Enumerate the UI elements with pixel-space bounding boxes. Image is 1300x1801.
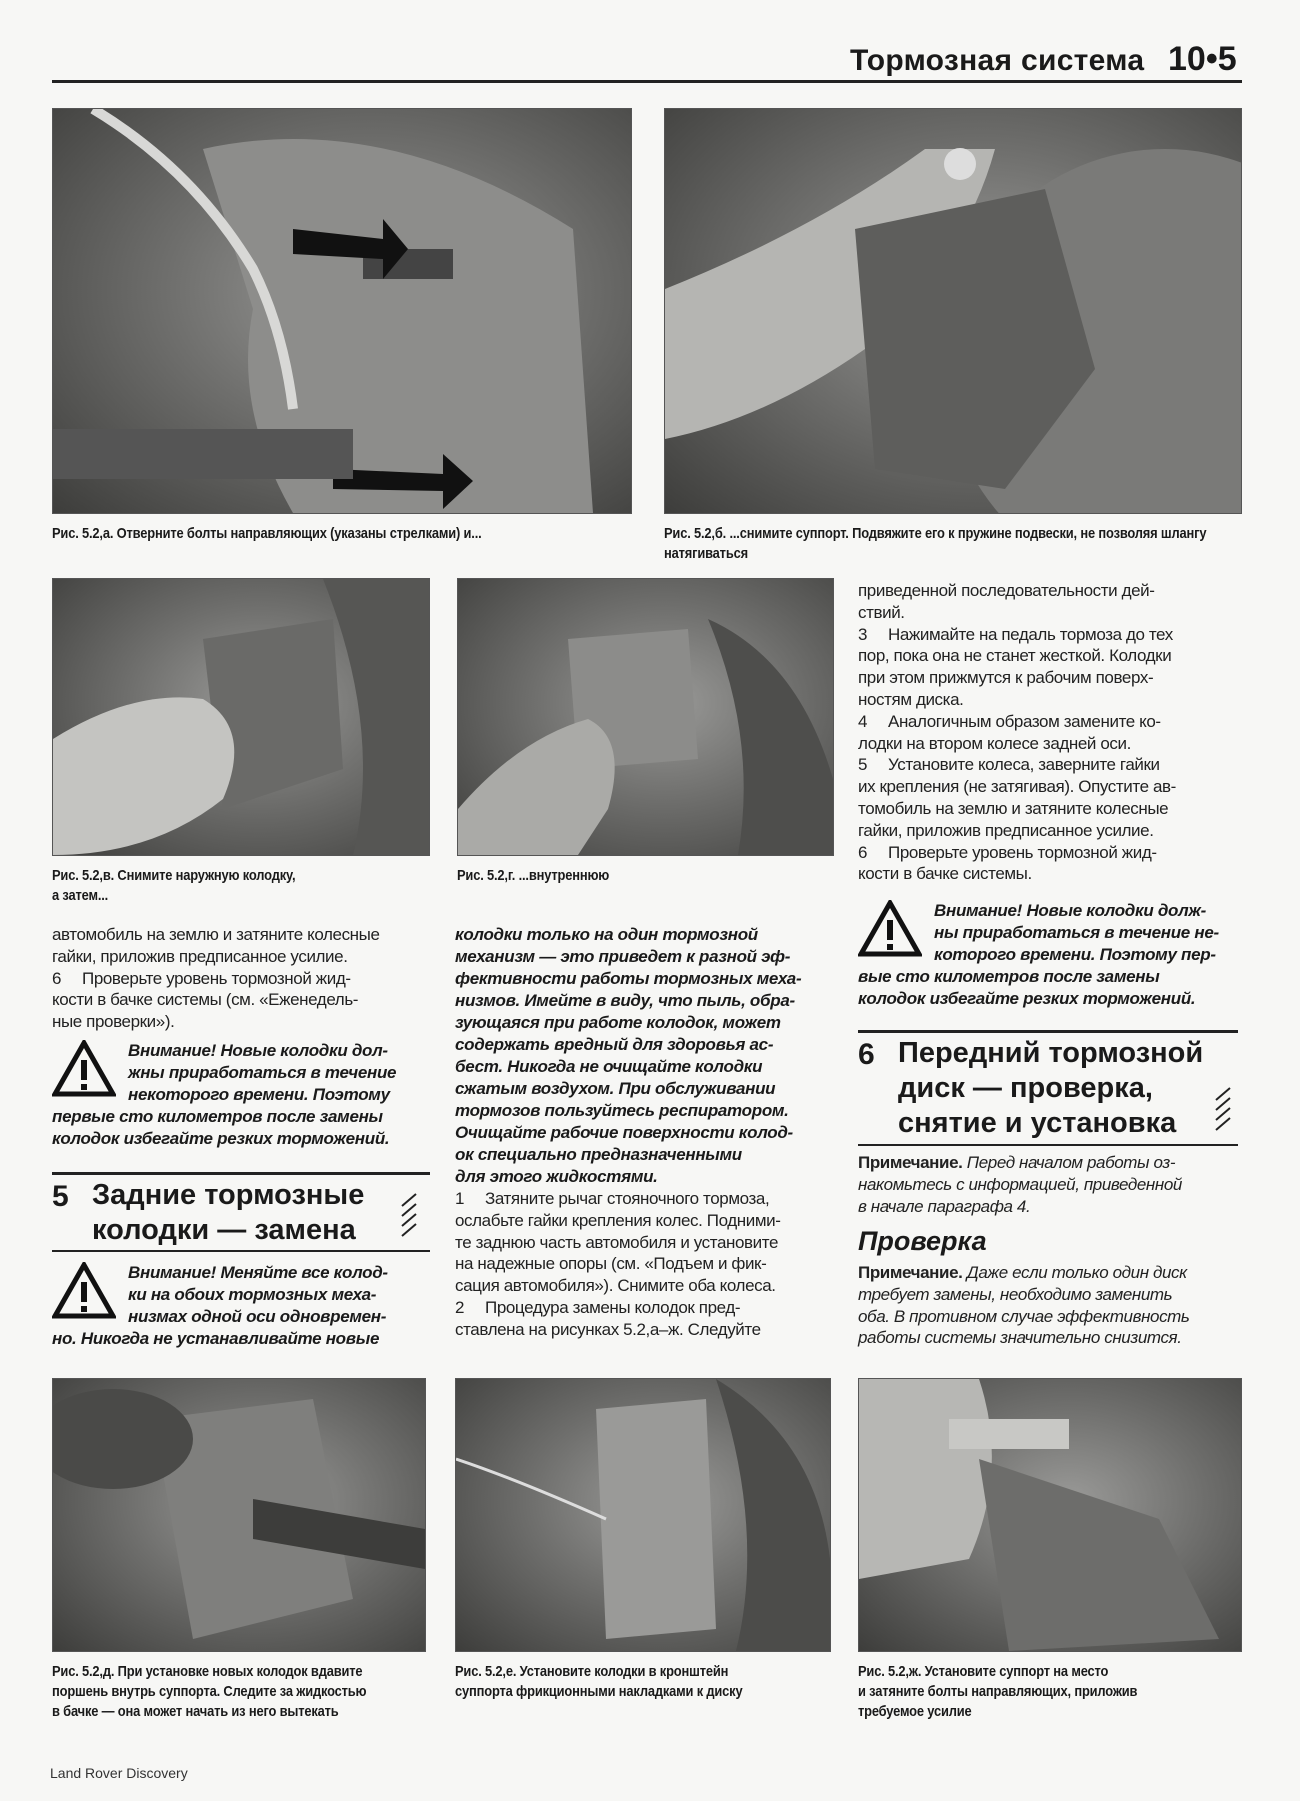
- caption-line: а затем...: [52, 887, 109, 904]
- warning-line: содержать вредный для здоровья ас-: [455, 1035, 774, 1054]
- note-line: [858, 1152, 1238, 1174]
- item-number: 6: [858, 842, 868, 862]
- note-line: [858, 1284, 1238, 1306]
- subheading-check: Проверка: [858, 1226, 987, 1256]
- photo-fig-5-2a-graphic: [53, 109, 631, 513]
- item-number: 5: [858, 755, 868, 775]
- text-line: томобиль на землю и затяните колесные: [858, 798, 1169, 818]
- warning-line: ок специально предназначенными: [455, 1145, 742, 1164]
- page-number: 10•5: [1168, 40, 1237, 78]
- photo-fig-5-2v-graphic: [53, 579, 429, 855]
- item-4: [858, 711, 1238, 733]
- warning-line: ки на обоих тормозных меха-: [128, 1285, 377, 1304]
- note-text: работы системы значительно снизится.: [858, 1328, 1182, 1348]
- warning-line: бест. Никогда не очищайте колодки: [455, 1057, 763, 1076]
- warning-line: Внимание! Меняйте все колод-: [128, 1263, 388, 1282]
- caption-fig-5-2v: [52, 866, 430, 906]
- footer-book-title: Land Rover Discovery: [50, 1765, 188, 1781]
- note-line: [858, 1306, 1238, 1328]
- warning-line: ны приработаться в течение не-: [934, 923, 1219, 942]
- item-number: 2: [455, 1297, 465, 1317]
- caption-line: Рис. 5.2,ж. Установите суппорт на место: [858, 1663, 1109, 1680]
- caption-fig-5-2g: Рис. 5.2,г. ...внутреннюю: [457, 867, 610, 884]
- photo-fig-5-2d: [52, 1378, 426, 1652]
- photo-fig-5-2g: [457, 578, 834, 856]
- note-text: в начале параграфа 4.: [858, 1196, 1031, 1216]
- warning-line: тормозов пользуйтесь респиратором.: [455, 1101, 789, 1120]
- section-6-rule-bottom: [858, 1144, 1238, 1146]
- caption-line: суппорта фрикционными накладками к диску: [455, 1683, 743, 1700]
- warning-line: механизм — это приведет к разной эф-: [455, 947, 791, 966]
- note-line: [858, 1196, 1238, 1218]
- caption-line: Рис. 5.2,д. При установке новых колодок вдавите: [52, 1663, 363, 1680]
- photo-fig-5-2a: [52, 108, 632, 514]
- section-title-line: диск — проверка,: [898, 1072, 1153, 1104]
- warning-line: для этого жидкостями.: [455, 1167, 658, 1186]
- caption-line: требуемое усилие: [858, 1703, 972, 1720]
- item-number: 6: [52, 968, 62, 988]
- warning-box-3: [858, 900, 1238, 1010]
- warning-line: Внимание! Новые колодки долж-: [934, 901, 1206, 920]
- photo-fig-5-2b: [664, 108, 1242, 514]
- caption-fig-5-2e: [455, 1662, 833, 1702]
- note-text: накомьтесь с информацией, приведенной: [858, 1174, 1182, 1194]
- item-number: 4: [858, 711, 868, 731]
- photo-fig-5-2e: [455, 1378, 831, 1652]
- caption-line: поршень внутрь суппорта. Следите за жидкостью: [52, 1683, 367, 1700]
- caption-line: Рис. 5.2,в. Снимите наружную колодку,: [52, 867, 296, 884]
- text-line: автомобиль на землю и затяните колесные: [52, 925, 380, 944]
- photo-fig-5-2g-graphic: [458, 579, 833, 855]
- warning-line: колодок избегайте резких торможений.: [858, 989, 1196, 1008]
- warning-line: некоторого времени. Поэтому: [128, 1085, 390, 1104]
- text-line: ные проверки»).: [52, 1012, 175, 1032]
- text-line: те заднюю часть автомобиля и установите: [455, 1232, 779, 1252]
- text-line: Нажимайте на педаль тормоза до тех: [888, 624, 1173, 644]
- warning-line: колодки только на один тормозной: [455, 925, 758, 944]
- note-text: Даже если только один диск: [962, 1263, 1187, 1282]
- warning-triangle-icon: [52, 1040, 116, 1098]
- text-line: Процедура замены колодок пред-: [485, 1297, 741, 1317]
- col2-items: [455, 1188, 833, 1341]
- note-label: Примечание.: [858, 1153, 963, 1172]
- text-line: Проверьте уровень тормозной жид-: [888, 842, 1157, 862]
- caption-fig-5-2b: Рис. 5.2,б. ...снимите суппорт. Подвяжите его к пружине подвески, не позволяя шлангу натягиваться: [664, 525, 1207, 562]
- caption-line: в бачке — она может начать из него вытекать: [52, 1703, 339, 1720]
- header-rule: [52, 80, 1242, 83]
- photo-fig-5-2v: [52, 578, 430, 856]
- text-line: гайки, приложив предписанное усилие.: [52, 946, 348, 966]
- section-6-rule: [858, 1030, 1238, 1033]
- item-6: [858, 842, 1238, 864]
- text-line: Установите колеса, заверните гайки: [888, 755, 1160, 775]
- caption-fig-5-2d: [52, 1662, 430, 1722]
- running-header-title: Тормозная система: [850, 44, 1145, 77]
- text-line: Затяните рычаг стояночного тормоза,: [485, 1189, 770, 1208]
- photo-fig-5-2zh-graphic: [859, 1379, 1241, 1651]
- warning-line: но. Никогда не устанавливайте новые: [52, 1329, 380, 1348]
- text-line: Проверьте уровень тормозной жид-: [82, 968, 351, 988]
- warning-line: Очищайте рабочие поверхности колод-: [455, 1123, 793, 1142]
- text-line: кости в бачке системы (см. «Еженедель-: [52, 990, 359, 1010]
- warning-line: жны приработаться в течение: [128, 1063, 397, 1082]
- text-line: их крепления (не затягивая). Опустите ав-: [858, 777, 1176, 797]
- item-3: [858, 624, 1238, 646]
- warning-line: зующаяся при работе колодок, может: [455, 1013, 781, 1032]
- photo-fig-5-2zh: [858, 1378, 1242, 1652]
- item-6: [52, 968, 430, 990]
- item-number: 3: [858, 624, 868, 644]
- note-label: Примечание.: [858, 1263, 963, 1282]
- col3-text: [858, 580, 1238, 885]
- warning-line: сжатым воздухом. При обслуживании: [455, 1079, 776, 1098]
- text-line: ставлена на рисунках 5.2,а–ж. Следуйте: [455, 1319, 761, 1339]
- note-line: [858, 1174, 1238, 1196]
- warning-triangle-icon: [52, 1262, 116, 1320]
- caption-fig-5-2a: Рис. 5.2,а. Отверните болты направляющих (указаны стрелками) и...: [52, 525, 482, 542]
- item-1: [455, 1188, 833, 1210]
- section-6-title: [898, 1036, 1203, 1141]
- text-line: лодки на втором колесе задней оси.: [858, 733, 1131, 753]
- warning-triangle-icon: [858, 900, 922, 958]
- text-line: ностям диска.: [858, 689, 964, 709]
- note-1: [858, 1152, 1238, 1217]
- warning-box-2: [52, 1262, 430, 1350]
- col2-text: [455, 924, 833, 1341]
- note-line: [858, 1327, 1238, 1349]
- item-5: [858, 754, 1238, 776]
- text-line: кости в бачке системы.: [858, 864, 1032, 884]
- text-line: ствий.: [858, 602, 905, 622]
- photo-fig-5-2b-graphic: [665, 109, 1241, 513]
- difficulty-spanner-icon: [1212, 1080, 1234, 1134]
- warning-line: низмах одной оси одновремен-: [128, 1307, 387, 1326]
- text-line: сация автомобиля»). Снимите оба колеса.: [455, 1276, 776, 1296]
- note-2: [858, 1262, 1238, 1349]
- text-line: при этом прижмутся к рабочим поверх-: [858, 668, 1154, 688]
- text-line: пор, пока она не станет жесткой. Колодки: [858, 646, 1172, 666]
- section-title-line: колодки — замена: [92, 1214, 356, 1246]
- text-line: гайки, приложив предписанное усилие.: [858, 820, 1154, 840]
- caption-line: и затяните болты направляющих, приложив: [858, 1683, 1138, 1700]
- photo-fig-5-2e-graphic: [456, 1379, 830, 1651]
- note-line: [858, 1262, 1238, 1284]
- warning-line: низмов. Имейте в виду, что пыль, обра-: [455, 991, 795, 1010]
- item-number: 1: [455, 1189, 465, 1208]
- text-line: приведенной последовательности дей-: [858, 581, 1155, 600]
- section-5-rule-bottom: [52, 1250, 430, 1252]
- text-line: Аналогичным образом замените ко-: [888, 711, 1161, 731]
- text-line: на надежные опоры (см. «Подъем и фик-: [455, 1254, 767, 1274]
- caption-line: Рис. 5.2,е. Установите колодки в кронштейн: [455, 1663, 729, 1680]
- warning-line: которого времени. Поэтому пер-: [934, 945, 1216, 964]
- caption-fig-5-2zh: [858, 1662, 1240, 1722]
- warning-line: Внимание! Новые колодки дол-: [128, 1041, 388, 1060]
- warning-line: фективности работы тормозных меха-: [455, 969, 802, 988]
- warning-box-1: [52, 1040, 430, 1150]
- section-5-number: 5: [52, 1180, 69, 1213]
- warning-line: первые сто километров после замены: [52, 1107, 383, 1126]
- note-text: оба. В противном случае эффективность: [858, 1306, 1190, 1326]
- section-6-number: 6: [858, 1038, 875, 1071]
- photo-fig-5-2d-graphic: [53, 1379, 425, 1651]
- text-line: ослабьте гайки крепления колес. Подними-: [455, 1210, 781, 1230]
- section-5-title: [92, 1178, 364, 1248]
- section-5-rule: [52, 1172, 430, 1175]
- section-title-line: Задние тормозные: [92, 1179, 365, 1211]
- note-text: Перед началом работы оз-: [962, 1153, 1176, 1172]
- note-text: требует замены, необходимо заменить: [858, 1284, 1173, 1304]
- section-title-line: снятие и установка: [898, 1107, 1177, 1139]
- difficulty-spanner-icon: [398, 1186, 420, 1240]
- warning-line: вые сто километров после замены: [858, 967, 1160, 986]
- item-2: [455, 1297, 833, 1319]
- col1-text: [52, 924, 430, 1033]
- warning-line: колодок избегайте резких торможений.: [52, 1129, 390, 1148]
- section-title-line: Передний тормозной: [898, 1037, 1204, 1069]
